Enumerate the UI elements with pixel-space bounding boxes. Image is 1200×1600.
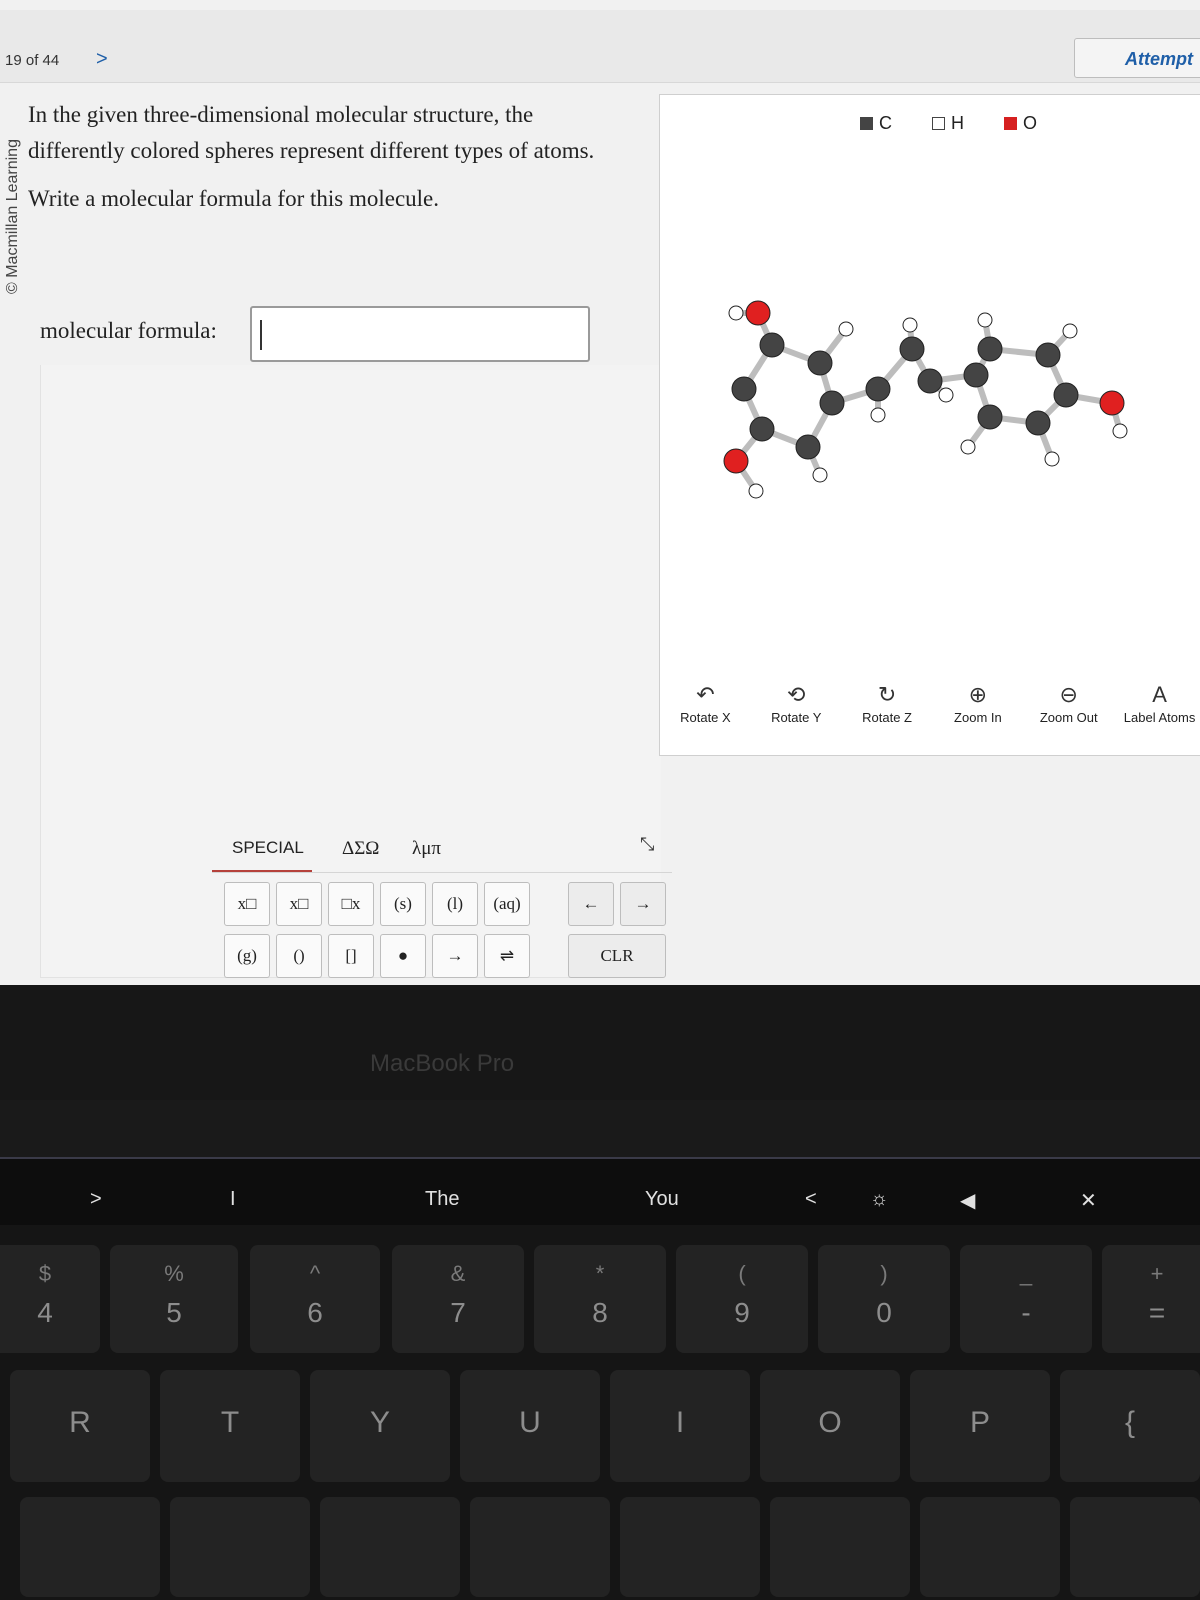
attempt-button[interactable]: Attempt bbox=[1074, 38, 1200, 78]
label-atoms-icon: A bbox=[1152, 682, 1167, 707]
key[interactable] bbox=[910, 1370, 1050, 1482]
ball-and-stick-molecule[interactable] bbox=[700, 285, 1160, 505]
key-symbol: ( bbox=[738, 1261, 746, 1286]
laptop-bezel bbox=[0, 985, 1200, 1100]
cursor-left-button[interactable]: ← bbox=[568, 882, 614, 926]
carbon-swatch bbox=[860, 117, 873, 130]
legend-label: H bbox=[951, 113, 964, 133]
active-tab-underline bbox=[212, 870, 312, 872]
viewer-controls bbox=[660, 680, 1200, 740]
key[interactable] bbox=[534, 1245, 666, 1353]
rotate-z-button[interactable] bbox=[842, 680, 933, 740]
key-letter: Y bbox=[369, 1406, 390, 1439]
key-symbol: % bbox=[164, 1261, 184, 1286]
key[interactable] bbox=[460, 1370, 600, 1482]
key-number: 0 bbox=[876, 1297, 892, 1328]
key[interactable] bbox=[20, 1497, 160, 1597]
mute-icon[interactable]: ✕ bbox=[1080, 1190, 1097, 1212]
touchbar-suggestion[interactable]: You bbox=[645, 1188, 679, 1210]
key-number: - bbox=[1021, 1297, 1031, 1328]
pre-script-button[interactable]: □x bbox=[328, 882, 374, 926]
key-letter: T bbox=[220, 1406, 240, 1439]
key-number: 5 bbox=[166, 1297, 182, 1328]
parentheses-button[interactable]: () bbox=[276, 934, 322, 978]
question-line-2: Write a molecular formula for this molecule. bbox=[28, 186, 440, 211]
key[interactable] bbox=[760, 1370, 900, 1482]
equilibrium-arrow-button[interactable]: ⇌ bbox=[484, 934, 530, 978]
cursor-right-button[interactable]: → bbox=[620, 882, 666, 926]
aqueous-state-button[interactable]: (aq) bbox=[484, 882, 530, 926]
rotate-y-icon: ⟲ bbox=[787, 682, 806, 707]
key[interactable] bbox=[1070, 1497, 1200, 1597]
key[interactable] bbox=[160, 1370, 300, 1482]
oxygen-swatch bbox=[1004, 117, 1017, 130]
atoms bbox=[724, 301, 1127, 498]
key[interactable] bbox=[310, 1370, 450, 1482]
key-symbol: & bbox=[450, 1261, 466, 1286]
key-letter: P bbox=[969, 1406, 990, 1439]
legend-item-carbon bbox=[860, 113, 892, 134]
key[interactable] bbox=[470, 1497, 610, 1597]
key[interactable] bbox=[170, 1497, 310, 1597]
tab-units[interactable]: λμπ bbox=[412, 838, 441, 859]
rotate-y-button[interactable] bbox=[751, 680, 842, 740]
legend-item-hydrogen bbox=[932, 113, 964, 134]
collapse-icon[interactable]: ⤡ bbox=[640, 834, 655, 854]
rotate-x-label: Rotate X bbox=[680, 710, 731, 725]
key-number: 9 bbox=[734, 1297, 750, 1328]
key-symbol: * bbox=[595, 1261, 605, 1286]
key[interactable] bbox=[610, 1370, 750, 1482]
rotate-x-button[interactable] bbox=[660, 680, 751, 740]
radical-dot-button[interactable]: ● bbox=[380, 934, 426, 978]
key[interactable] bbox=[1102, 1245, 1200, 1353]
key[interactable] bbox=[676, 1245, 808, 1353]
top-navigation-bar bbox=[0, 10, 1200, 83]
key[interactable] bbox=[960, 1245, 1092, 1353]
solid-state-button[interactable]: (s) bbox=[380, 882, 426, 926]
reaction-arrow-button[interactable]: → bbox=[432, 934, 478, 978]
label-atoms-label: Label Atoms bbox=[1123, 710, 1196, 725]
key[interactable] bbox=[320, 1497, 460, 1597]
key-symbol: $ bbox=[38, 1261, 52, 1286]
touchbar-item[interactable]: I bbox=[230, 1188, 236, 1210]
key-number: = bbox=[1148, 1297, 1166, 1328]
laptop-brand: MacBook Pro bbox=[370, 1050, 515, 1077]
key-symbol: + bbox=[1150, 1261, 1164, 1286]
key[interactable] bbox=[110, 1245, 238, 1353]
tab-divider bbox=[212, 872, 672, 873]
key-number: 4 bbox=[37, 1297, 53, 1328]
touchbar-item[interactable]: > bbox=[90, 1188, 102, 1210]
volume-icon[interactable]: ◀ bbox=[960, 1190, 976, 1212]
key-number: 7 bbox=[450, 1297, 466, 1328]
zoom-out-label: Zoom Out bbox=[1039, 710, 1098, 725]
formula-palette bbox=[212, 820, 672, 980]
atom-legend bbox=[860, 113, 1037, 134]
touch-bar bbox=[0, 1157, 1200, 1227]
key[interactable] bbox=[392, 1245, 524, 1353]
key[interactable] bbox=[818, 1245, 950, 1353]
key-letter: U bbox=[519, 1406, 541, 1439]
question-line-1: In the given three-dimensional molecular structure, the differently colored spheres represent different types of atoms. bbox=[28, 102, 595, 163]
key[interactable] bbox=[920, 1497, 1060, 1597]
rotate-z-label: Rotate Z bbox=[862, 710, 912, 725]
legend-item-oxygen bbox=[1004, 113, 1037, 134]
copyright-text: © Macmillan Learning bbox=[4, 139, 21, 294]
gas-state-button[interactable]: (g) bbox=[224, 934, 270, 978]
subscript-button[interactable]: x□ bbox=[276, 882, 322, 926]
superscript-button[interactable]: x□ bbox=[224, 882, 270, 926]
touchbar-suggestion[interactable]: The bbox=[425, 1188, 460, 1210]
legend-label: C bbox=[879, 113, 892, 133]
key-number: 6 bbox=[307, 1297, 323, 1328]
text-caret bbox=[260, 320, 262, 350]
brightness-icon[interactable]: ☼ bbox=[870, 1188, 889, 1210]
zoom-out-icon: ⊖ bbox=[1059, 682, 1078, 707]
key-letter: R bbox=[69, 1406, 91, 1439]
rotate-z-icon: ↻ bbox=[877, 682, 897, 707]
label-atoms-button[interactable] bbox=[1114, 680, 1200, 740]
zoom-in-icon: ⊕ bbox=[968, 682, 988, 707]
next-question-button[interactable]: > bbox=[96, 48, 108, 70]
palette-tabs bbox=[212, 820, 672, 860]
key[interactable] bbox=[250, 1245, 380, 1353]
key-symbol: ) bbox=[880, 1261, 888, 1286]
molecular-formula-label: molecular formula: bbox=[40, 318, 217, 343]
brackets-button[interactable]: [] bbox=[328, 934, 374, 978]
legend-label: O bbox=[1023, 113, 1038, 133]
tab-special[interactable]: SPECIAL bbox=[232, 838, 304, 857]
key-number: 8 bbox=[592, 1297, 608, 1328]
key[interactable] bbox=[0, 1245, 100, 1353]
key-letter: O bbox=[818, 1406, 842, 1439]
key-symbol: _ bbox=[1019, 1261, 1033, 1286]
rotate-x-icon: ↶ bbox=[696, 682, 715, 707]
key[interactable] bbox=[620, 1497, 760, 1597]
zoom-in-label: Zoom In bbox=[954, 710, 1002, 725]
tab-greek[interactable]: ΔΣΩ bbox=[342, 838, 380, 859]
key-letter: { bbox=[1124, 1406, 1136, 1439]
key[interactable] bbox=[770, 1497, 910, 1597]
key-symbol: ^ bbox=[309, 1261, 321, 1286]
key-letter: I bbox=[675, 1406, 685, 1439]
molecular-formula-input[interactable] bbox=[250, 306, 590, 362]
key[interactable] bbox=[10, 1370, 150, 1482]
question-text bbox=[28, 97, 628, 217]
hydrogen-swatch bbox=[932, 117, 945, 130]
touchbar-item[interactable]: < bbox=[805, 1188, 817, 1210]
question-counter: 19 of 44 bbox=[5, 52, 60, 69]
liquid-state-button[interactable]: (l) bbox=[432, 882, 478, 926]
rotate-y-label: Rotate Y bbox=[771, 710, 822, 725]
zoom-in-button[interactable] bbox=[932, 680, 1023, 740]
clear-button[interactable]: CLR bbox=[568, 934, 666, 978]
zoom-out-button[interactable] bbox=[1023, 680, 1114, 740]
molecule-viewer[interactable] bbox=[659, 94, 1200, 756]
keyboard bbox=[0, 1225, 1200, 1600]
key[interactable] bbox=[1060, 1370, 1200, 1482]
